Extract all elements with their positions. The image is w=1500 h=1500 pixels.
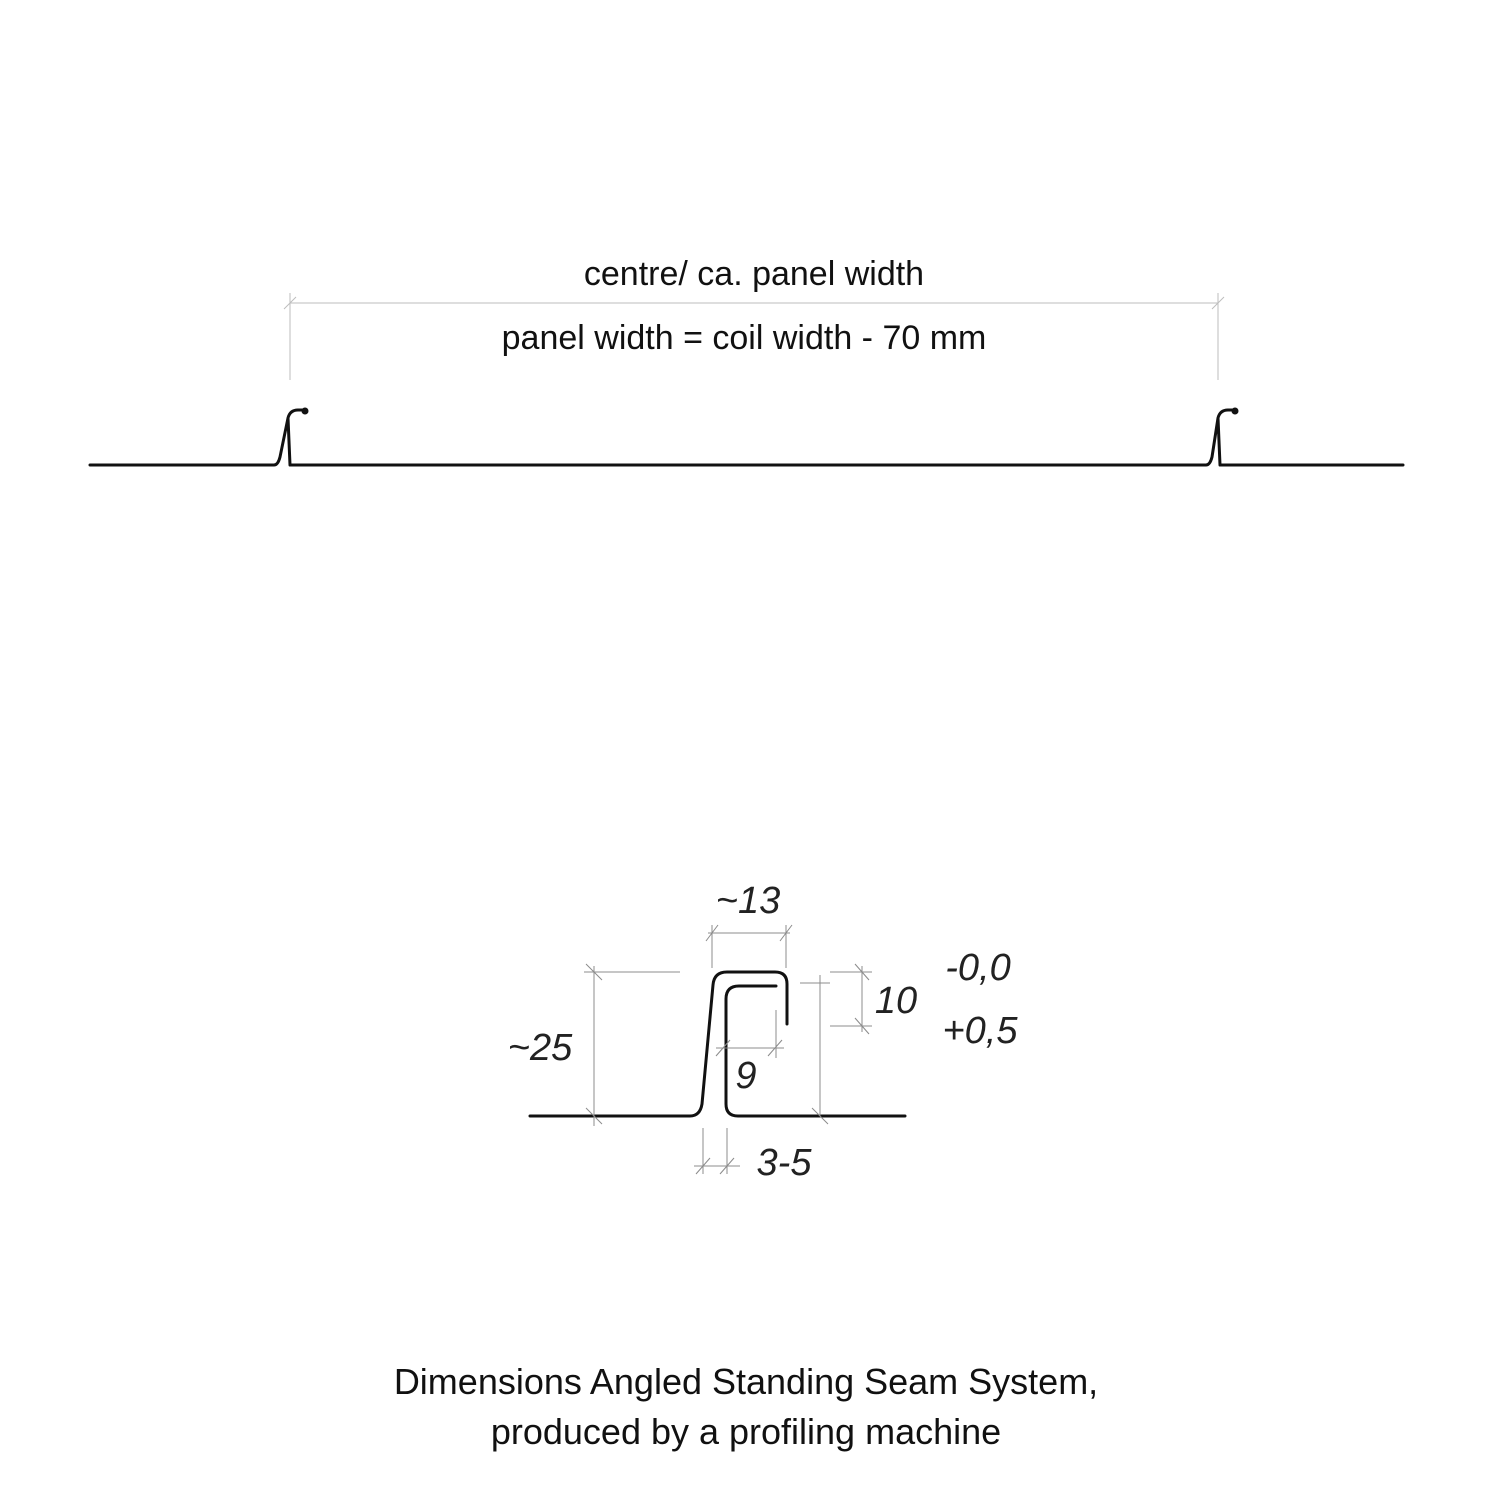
dimension-seam-height: [800, 964, 872, 1124]
caption-line-2: produced by a profiling machine: [490, 1411, 1002, 1452]
dim-inner-label: 9: [735, 1055, 757, 1097]
tolerance-minus-label: -0,0: [945, 947, 1011, 989]
overview-label-bottom: panel width = coil width - 70 mm: [501, 319, 987, 357]
caption-line-1: Dimensions Angled Standing Seam System,: [393, 1361, 1099, 1402]
overview-label-top: centre/ ca. panel width: [583, 255, 925, 293]
panel-profile-overview: [90, 410, 1403, 465]
dimension-height: [584, 964, 680, 1126]
tolerance-plus-label: +0,5: [942, 1010, 1018, 1052]
seam-hook-right: [1232, 408, 1239, 415]
dim-width-top-label: ~13: [715, 880, 781, 922]
dim-seam-height-label: 10: [874, 980, 918, 1022]
seam-hook-left: [302, 408, 309, 415]
dimension-width-top: [706, 925, 792, 968]
dimension-gap: [694, 1128, 740, 1174]
dim-height-label: ~25: [507, 1027, 573, 1069]
dim-gap-label: 3-5: [756, 1142, 812, 1184]
